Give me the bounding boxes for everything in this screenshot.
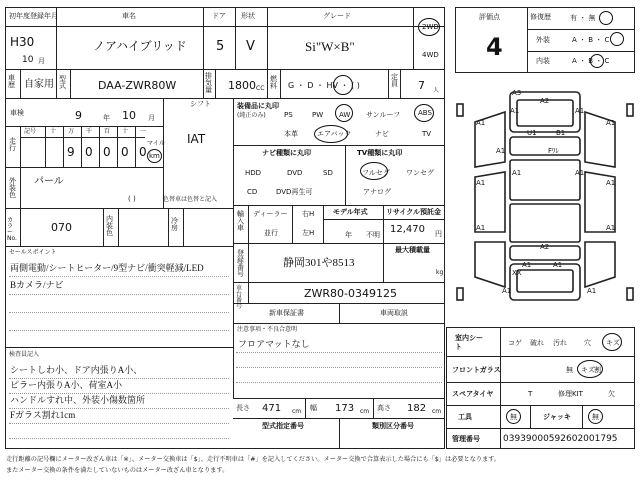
wear-circle	[599, 11, 613, 25]
cap-value: 7	[418, 79, 425, 92]
int-label: 内装	[536, 57, 550, 65]
inspector-label: 検査員記入	[9, 351, 40, 358]
dmg-a1-7: A1	[522, 261, 532, 269]
fuel-label: 燃料	[270, 75, 277, 90]
ext-circle	[610, 32, 624, 46]
dmg-a1-8: A1	[553, 261, 563, 269]
navi-dvdplay: DVD再生可	[276, 188, 313, 196]
max-load-label: 最大積載量	[395, 246, 430, 254]
sales-label: セールスポイント	[9, 249, 57, 256]
equip-tv: TV	[422, 130, 432, 138]
plate-value: 静岡301や8513	[283, 257, 355, 269]
reg-label: 初年度登録年月	[9, 12, 58, 20]
sales-line-1: 両側電動/シートヒーター/9型ナビ/衝突軽減/LED	[10, 263, 204, 273]
int-circle	[590, 54, 604, 68]
navi-label: ナビ種類に丸印	[262, 149, 311, 157]
len-label: 長さ	[236, 404, 250, 412]
dmg-a1-9: A1	[476, 224, 486, 232]
import-dealer: ディーラー	[253, 210, 288, 218]
navi-cd: CD	[247, 188, 258, 196]
tv-fullseg: フルセグ	[362, 169, 390, 177]
disp-value: 1800	[228, 79, 256, 92]
manage-value: 0393900059260200179​5	[503, 434, 618, 444]
dmg-glass: Fﾜﾚ	[548, 147, 560, 155]
inspector-line-1: シートしわ小、ドア内張りA小、	[10, 365, 143, 375]
mileage-unit-km: km	[149, 152, 160, 160]
spare-label: スペアタイヤ	[452, 390, 494, 398]
manage-label: 管理番号	[452, 435, 480, 443]
mileage-header-cell: 十	[50, 128, 57, 135]
inspection-month-unit: 月	[148, 114, 155, 122]
mileage-digit: 0	[103, 145, 111, 159]
score-label: 評価点	[479, 13, 500, 21]
model-year-unknown: 不明	[366, 231, 380, 239]
reg-year: H30	[10, 35, 35, 49]
sheet-yogore: 汚れ	[553, 339, 567, 347]
int-color-label: 内装色	[106, 215, 113, 237]
caution-value: フロアマットなし	[238, 339, 310, 349]
equip-abs: ABS	[418, 109, 432, 117]
history-value: 自家用	[24, 79, 54, 90]
reg-month-unit: 月	[38, 57, 45, 65]
mileage-header-cell: 記号	[24, 128, 37, 135]
equip-airbag: エアバック	[317, 130, 352, 138]
dmg-a1-12: A1	[606, 179, 616, 187]
color-label: 外装色	[9, 177, 16, 199]
cap-unit: 人	[433, 87, 440, 94]
glass-kizu: キズ	[581, 366, 595, 374]
hei-value: 182	[407, 403, 427, 414]
dmg-b1: B1	[556, 129, 566, 137]
hei-unit: cm	[432, 408, 442, 415]
navi-hdd: HDD	[245, 169, 262, 177]
glass-circle	[577, 360, 603, 378]
shape-label: 形状	[241, 12, 255, 20]
inspection-year: 9	[75, 109, 82, 122]
dmg-a2-1: A2	[540, 97, 550, 105]
mileage-header-cell: 一	[140, 128, 147, 135]
grade-value: Si"W×B"	[305, 39, 355, 54]
wid-unit: cm	[360, 408, 370, 415]
spare-kit: 修理KIT	[558, 390, 583, 398]
wear-label: 修復歴	[530, 13, 551, 21]
glass-label: フロントガラス	[452, 366, 501, 374]
history-label: 車歴	[8, 74, 15, 89]
len-value: 471	[262, 403, 282, 414]
model-year-unit: 年	[345, 231, 352, 239]
mileage-digit: 9	[67, 145, 75, 159]
sheet-ana: 穴	[584, 339, 591, 347]
color-no-value: 070	[51, 221, 72, 234]
fuel-hv-circle	[333, 75, 353, 95]
type-label: 型式	[59, 75, 66, 90]
import-right: 右H	[302, 210, 315, 218]
type-value: DAA-ZWR80W	[98, 79, 177, 92]
dmg-a1-11: A1	[476, 179, 486, 187]
inspection-month: 10	[122, 109, 136, 122]
chassis-label: 車台番号	[236, 285, 243, 310]
footer-line-1: 走行距離の記号欄にメーター改ざん車は「※」、メーター交換車は「$」、走行不明車は「#」を記入してください。メーター交換で合算表示した場合にも「$」は必要となります。	[6, 456, 501, 463]
doors-label: ドア	[212, 12, 226, 20]
int-value: A ・ B ・ C	[572, 57, 610, 65]
disp-label: 排気量	[205, 72, 212, 94]
jack-label: ジャッキ	[543, 413, 571, 421]
mileage-label: 走行	[9, 137, 16, 152]
len-unit: cm	[292, 408, 302, 415]
equip-ps: PS	[284, 111, 293, 119]
color-paren: ( )	[128, 195, 136, 203]
drive-2wd: 2WD	[422, 23, 439, 31]
jack-value: 無	[592, 413, 599, 421]
sales-line-2: Bカメラ/ナビ	[10, 280, 64, 290]
dmg-a1-5: A1	[512, 169, 522, 177]
tv-analog: アナログ	[363, 188, 391, 196]
tools-value: 無	[510, 413, 517, 421]
inspector-line-3: ハンドルすれ中、外装小傷数箇所	[10, 395, 146, 405]
import-parallel: 並行	[264, 229, 278, 237]
drive-4wd: 4WD	[422, 51, 439, 59]
inspector-line-4: Fガラス割れ1cm	[10, 410, 76, 420]
dmg-u1: U1	[527, 129, 537, 137]
footer-line-2: またメーター交換の条件を満たしていないものはメーター改ざん車となります。	[6, 467, 229, 474]
shape-value: V	[246, 39, 255, 54]
glass-none: 無	[566, 366, 573, 374]
dmg-a1-10: A1	[606, 224, 616, 232]
mileage-digit: 0	[85, 145, 93, 159]
recycle-unit: 円	[435, 230, 442, 238]
inspection-label: 車検	[10, 109, 24, 117]
sheet-kizu: キズ	[606, 339, 620, 347]
shift-label: シフト	[190, 100, 211, 108]
type-no-label: 型式指定番号	[262, 422, 304, 430]
dmg-a1-4: A1	[575, 107, 585, 115]
navi-sd: SD	[323, 169, 333, 177]
sheet-kizu-circle	[602, 333, 622, 351]
caution-label: 注意事項・不良合意明	[237, 326, 298, 333]
dmg-a1-15: A1	[587, 287, 597, 295]
spare-missing: 欠	[608, 390, 615, 398]
sheet-yabure: 破れ	[530, 339, 544, 347]
inspection-year-unit: 年	[103, 114, 110, 122]
plate-label: 登録番号	[237, 249, 244, 278]
manual: 車両取説	[380, 309, 408, 317]
equip-label: 装備品に丸印	[237, 102, 279, 110]
mileage-header-cell: 万	[68, 128, 75, 135]
mileage-header-cell: 千	[86, 128, 93, 135]
tv-label: TV種類に丸印	[357, 149, 403, 157]
class-no-label: 類別区分番号	[372, 422, 414, 430]
import-label: 輸入車	[237, 210, 244, 232]
equip-sub: (純正のみ)	[237, 112, 266, 119]
dmg-a1-14: A1	[502, 287, 512, 295]
disp-unit: CC	[256, 85, 265, 92]
dmg-a1-2: A1	[606, 119, 616, 127]
recycle-value: 12,470	[390, 224, 425, 235]
mileage-digit: 0	[121, 145, 129, 159]
mileage-header-cell: 百	[104, 128, 111, 135]
tools-label: 工具	[458, 413, 472, 421]
tv-oneseg: ワンセグ	[406, 169, 434, 177]
color-value: パール	[34, 176, 64, 187]
mileage-unit-mile: マイル	[147, 140, 165, 147]
mileage-digit: 0	[139, 145, 147, 159]
doors-value: 5	[216, 39, 225, 54]
sheet-label: 室内シート	[455, 334, 483, 352]
jack-circle	[588, 409, 603, 424]
grade-label: グレード	[323, 12, 351, 20]
fuel-options: G ・ D ・ HV ・ ( )	[288, 81, 360, 90]
wear-value: 有 ・ 無	[570, 14, 596, 22]
model-label: 車名	[122, 12, 136, 20]
score-value: 4	[486, 33, 503, 61]
color-note: 色替車は色替と記入	[163, 196, 218, 203]
equip-leather: 本革	[284, 130, 298, 138]
warranty: 新車保証書	[269, 309, 304, 317]
max-load-unit: kg	[436, 269, 444, 276]
dmg-a2-2: A2	[540, 243, 550, 251]
ext-value: A ・ B ・ C	[572, 36, 610, 44]
equip-sunroof: サンルーフ	[366, 111, 401, 119]
dmg-a3: A3	[512, 89, 522, 97]
wid-label: 幅	[310, 404, 317, 412]
wid-value: 173	[335, 403, 355, 414]
dmg-a1-1: A1	[476, 119, 486, 127]
equip-navi: ナビ	[375, 130, 389, 138]
equip-pw: PW	[312, 111, 324, 119]
inspector-line-2: ピラー内張りA小、荷室A小	[10, 380, 122, 390]
navi-dvd: DVD	[287, 169, 303, 177]
color-no-label: カラーNo.	[7, 217, 17, 242]
equip-aw: AW	[339, 111, 351, 119]
import-left: 左H	[302, 229, 315, 237]
model-value: ノアハイブリッド	[93, 39, 187, 53]
spare-t: T	[528, 390, 533, 398]
rec-label: 冷房	[171, 217, 178, 232]
dmg-a1-13: A1	[496, 147, 506, 155]
glass-ware: 割	[594, 366, 601, 374]
cap-label: 定員	[391, 73, 398, 88]
dmg-a1-6: A1	[575, 169, 585, 177]
tools-circle	[506, 409, 521, 424]
chassis-value: ZWR80-0349125	[304, 287, 398, 300]
model-year-label: モデル年式	[333, 208, 368, 216]
car-damage-diagram	[455, 82, 635, 322]
hei-label: 高さ	[377, 404, 391, 412]
dmg-xx: XX	[512, 269, 522, 277]
airbag-circle	[314, 125, 348, 143]
recycle-label: リサイクル預託金	[386, 208, 442, 216]
dmg-a1-3: A1	[510, 107, 520, 115]
reg-month: 10	[22, 55, 34, 65]
mileage-header-cell: 十	[122, 128, 129, 135]
shift-value: IAT	[187, 132, 206, 146]
sheet-koge: コゲ	[508, 339, 522, 347]
ext-label: 外装	[536, 36, 550, 44]
